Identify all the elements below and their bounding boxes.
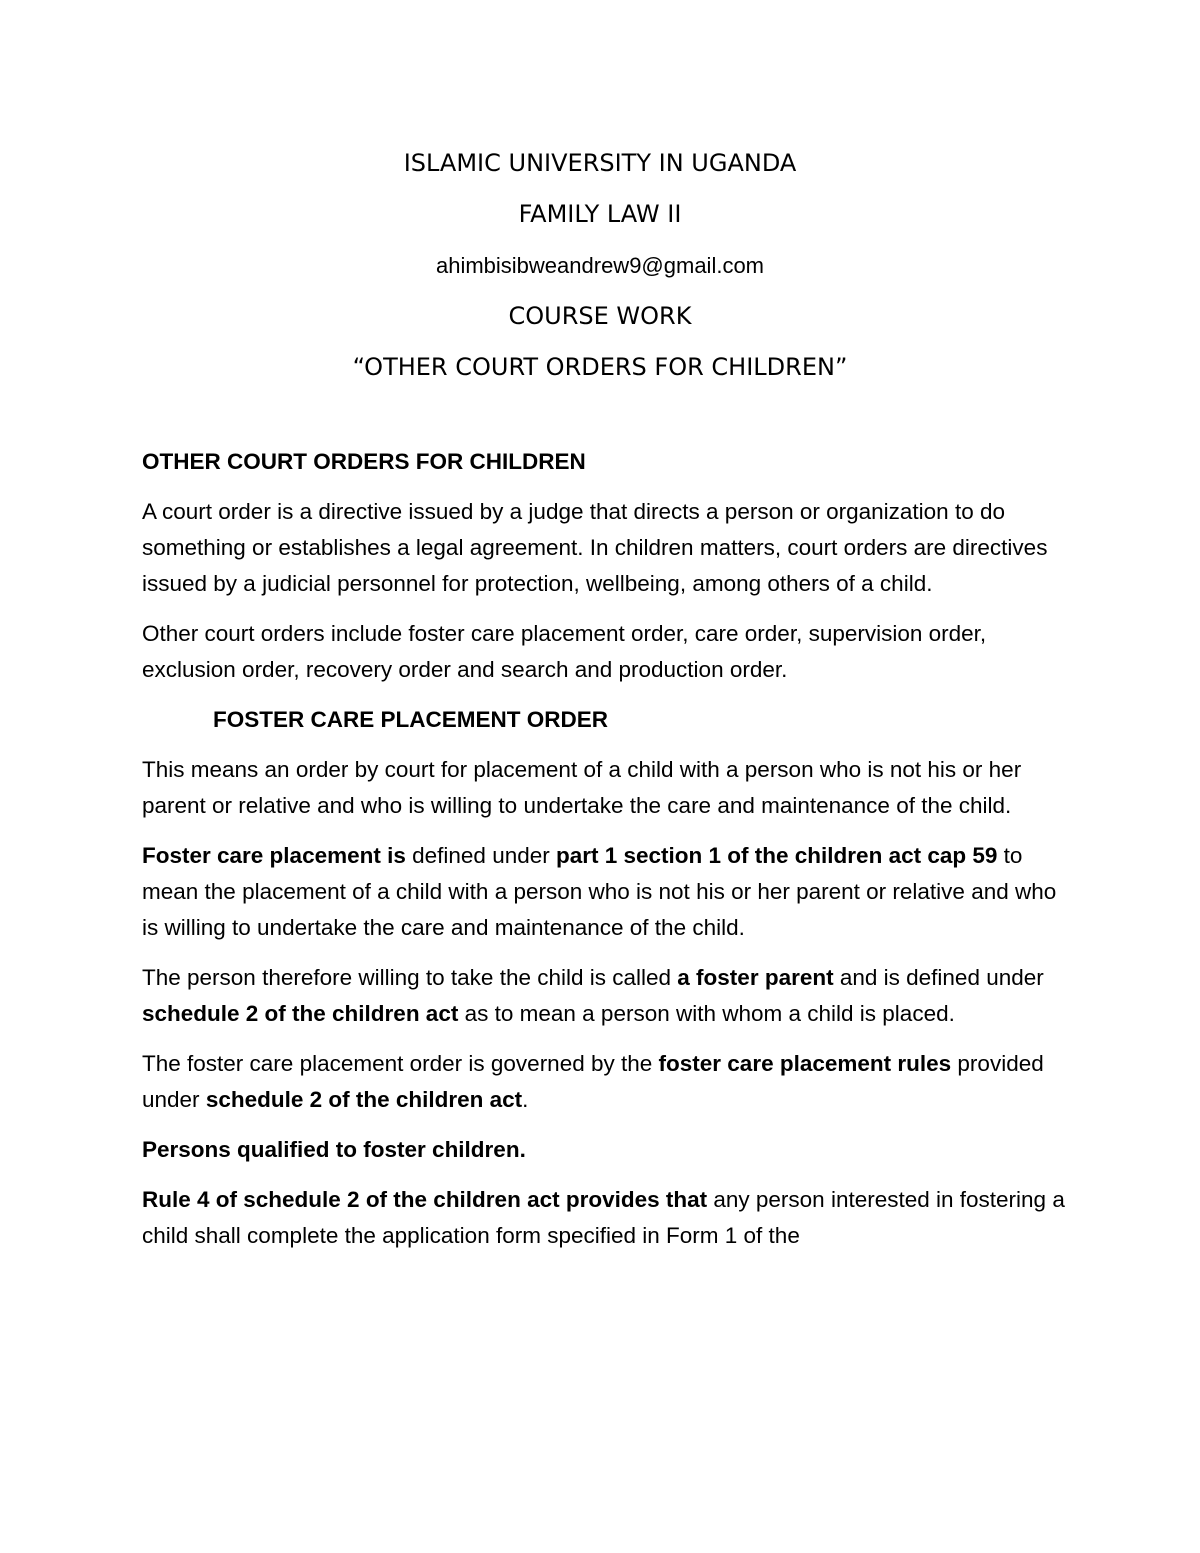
text-run: defined under xyxy=(405,843,556,868)
paragraph-rule-4 xyxy=(142,1182,1072,1254)
bold-text: schedule 2 of the children act xyxy=(142,1001,459,1026)
text-run: any person interested in fostering a child shall complete the application form specified in Form 1 of the xyxy=(142,1187,1065,1248)
bold-text: schedule 2 of the children act xyxy=(205,1087,523,1112)
bold-text: foster care placement rules xyxy=(658,1051,952,1076)
paragraph-foster-care-definition xyxy=(142,838,1072,946)
text-run: The foster care placement order is governed by the xyxy=(142,1051,659,1076)
paragraph-court-order-definition: A court order is a directive issued by a judge that directs a person or organization to do something or establishes a legal agreement. In children matters, court orders are directives issued by a judicial personnel for protection, wellbeing, among others of a child. xyxy=(142,499,1048,596)
text-run: . xyxy=(522,1087,529,1112)
author-email: ahimbisibweandrew9@gmail.com xyxy=(435,253,765,278)
section-heading-foster-care: FOSTER CARE PLACEMENT ORDER xyxy=(213,707,609,732)
section-heading-other-court-orders: OTHER COURT ORDERS FOR CHILDREN xyxy=(142,449,586,474)
text-run: provided under xyxy=(142,1051,1044,1112)
paragraph-governing-rules xyxy=(142,1046,1072,1118)
document-body xyxy=(142,444,1072,1268)
text-run: to mean the placement of a child with a person who is not his or her parent or relative and who is willing to undertake the care and maintenance of the child. xyxy=(142,843,1057,940)
course-name: FAMILY LAW II xyxy=(518,200,682,228)
text-run: and is defined under xyxy=(833,965,1044,990)
subheading-persons-qualified: Persons qualified to foster children. xyxy=(142,1137,526,1162)
paragraph-foster-parent xyxy=(142,960,1072,1032)
work-type: COURSE WORK xyxy=(508,302,692,330)
paragraph-foster-order-meaning: This means an order by court for placement of a child with a person who is not his or her parent or relative and who is willing to undertake the care and maintenance of the child. xyxy=(142,757,1022,818)
document-topic: “OTHER COURT ORDERS FOR CHILDREN” xyxy=(352,353,848,381)
text-run: The person therefore willing to take the child is called xyxy=(142,965,678,990)
university-name: ISLAMIC UNIVERSITY IN UGANDA xyxy=(403,149,797,177)
bold-text: a foster parent xyxy=(677,965,834,990)
paragraph-other-orders-list: Other court orders include foster care placement order, care order, supervision order, exclusion order, recovery order and search and production order. xyxy=(142,621,987,682)
bold-text: Foster care placement is xyxy=(142,843,406,868)
bold-text: part 1 section 1 of the children act cap 59 xyxy=(556,843,998,868)
text-run: as to mean a person with whom a child is placed. xyxy=(458,1001,955,1026)
title-block xyxy=(0,138,1200,393)
bold-text: Rule 4 of schedule 2 of the children act provides that xyxy=(142,1187,708,1212)
